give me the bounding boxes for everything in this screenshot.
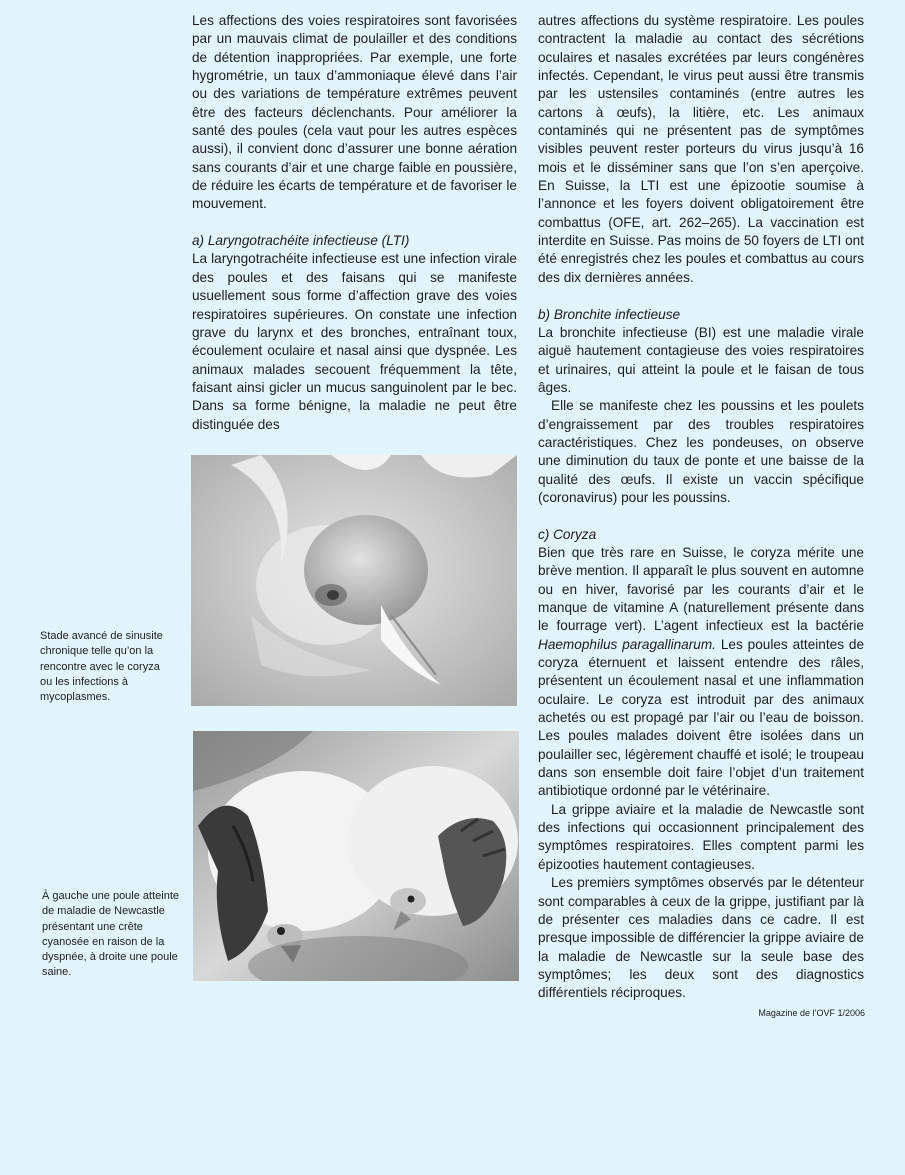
bi-paragraph-1: La bronchite infectieuse (BI) est une maladie virale aiguë hautement contagieuse des voies respiratoires et urinaires, qui atteint la poule et le faisan de tous âges.	[538, 324, 864, 395]
right-text-column	[538, 12, 864, 1003]
lti-paragraph: La laryngotrachéite infectieuse est une infection virale des poules et des faisans qui se manifeste usuellement sous forme d’affection grave des voies respiratoires supérieures. On constate une infection grave du larynx et des bronches, entraînant toux, écoulement oculaire et nasal ainsi que dyspnée. Les animaux malades secouent fréquemment la tête, faisant ainsi gicler un mucus sanguinolent par le bec. Dans sa forme bénigne, la maladie ne peut être distinguée des	[192, 251, 517, 432]
grippe-paragraph-2: Les premiers symptômes observés par le détenteur sont comparables à ceux de la grippe, justifiant par là de présenter ces maladies dans ce cadre. Il est presque impossible de différencier la grippe aviaire de la maladie de Newcastle sur la seule base des symptômes; les deux sont des diagnostics différentiels réciproques.	[538, 875, 864, 1001]
coryza-text-end: Les poules atteintes de coryza éternuent et laissent entendre des râles, présentent un écoulement nasal et une inflammation oculaire. Le coryza est introduit par des animaux achetés ou est propagé par l’air ou l’eau de boisson. Les poules malades doivent être isolées dans un poulailler sec, légèrement chauffé et isolé; le troupeau dans son ensemble doit faire l’objet d’un traitement antibiotique ordonné par le vétérinaire.	[538, 636, 865, 799]
lti-continued-paragraph: autres affections du système respiratoire. Les poules contractent la maladie au contact des sécrétions oculaires et nasales excrétées par leurs congénères infectés. Cependant, le virus peut aussi être transmis par les ustensiles contaminés (entre autres les cartons à œufs), la litière, etc. Les animaux contaminés qui ne présentent pas de symptômes visibles peuvent rester porteurs du virus jusqu’à 16 mois et le disséminer sans que l’on s’en aperçoive. En Suisse, la LTI est une épizootie soumise à l’annonce et les foyers doivent obligatoirement être combattus (OFE, art. 262–265). La vaccination est interdite en Suisse. Pas moins de 50 foyers de LTI ont été enregistrés chez les poules et combattus au cours des dix dernières années.	[538, 13, 864, 285]
grippe-paragraph-1: La grippe aviaire et la maladie de Newcastle sont des infections qui occasionnent principalement des symptômes respiratoires. Elles comptent parmi les épizooties hautement contagieuses.	[538, 801, 864, 872]
left-text-column	[192, 12, 517, 434]
newcastle-hens-photo	[193, 731, 519, 981]
lti-heading: a) Laryngotrachéite infectieuse (LTI)	[192, 233, 410, 249]
photo2-caption: À gauche une poule atteinte de maladie de Newcastle présentant une crête cyanosée en raison de la dyspnée, à droite une poule saine.	[42, 890, 180, 979]
page-footer: Magazine de l’OVF 1/2006	[758, 1008, 865, 1018]
coryza-heading: c) Coryza	[538, 526, 597, 542]
bi-heading: b) Bronchite infectieuse	[538, 306, 681, 322]
intro-paragraph: Les affections des voies respiratoires sont favorisées par un mauvais climat de poulailler et des conditions de détention inappropriées. Par exemple, une forte hygrométrie, un taux d’ammoniaque élevé dans l’air ou des variations de température extrêmes peuvent être des facteurs déclenchants. Pour améliorer la santé des poules (cela vaut pour les autres espèces aussi), il convient donc d’assurer une bonne aération sans courants d’air et une charge faible en poussière, de réduire les écarts de température et de favoriser le mouvement.	[192, 13, 517, 212]
bi-paragraph-2: Elle se manifeste chez les poussins et les poulets d’engraissement par des troubles respiratoires caractéristiques. Chez les pondeuses, on observe une diminution du taux de ponte et une baisse de la qualité des œufs. Il existe un vaccin spécifique (coronavirus) pour les poussins.	[538, 398, 864, 505]
coryza-text-start: Bien que très rare en Suisse, le coryza mérite une brève mention. Il apparaît le plus souvent en automne ou en hiver, favorisé par les courants d’air et le manque de vitamine A (naturellement présente dans le fourrage vert). L’agent infectieux est la bactérie	[538, 544, 864, 634]
photo1-caption: Stade avancé de sinusite chronique telle qu’on la rencontre avec le coryza ou les infections à mycoplasmes.	[40, 630, 163, 704]
sinusitis-hen-photo	[191, 455, 517, 706]
coryza-paragraph	[538, 544, 864, 801]
coryza-species-name: Haemophilus paragallinarum.	[538, 636, 716, 652]
